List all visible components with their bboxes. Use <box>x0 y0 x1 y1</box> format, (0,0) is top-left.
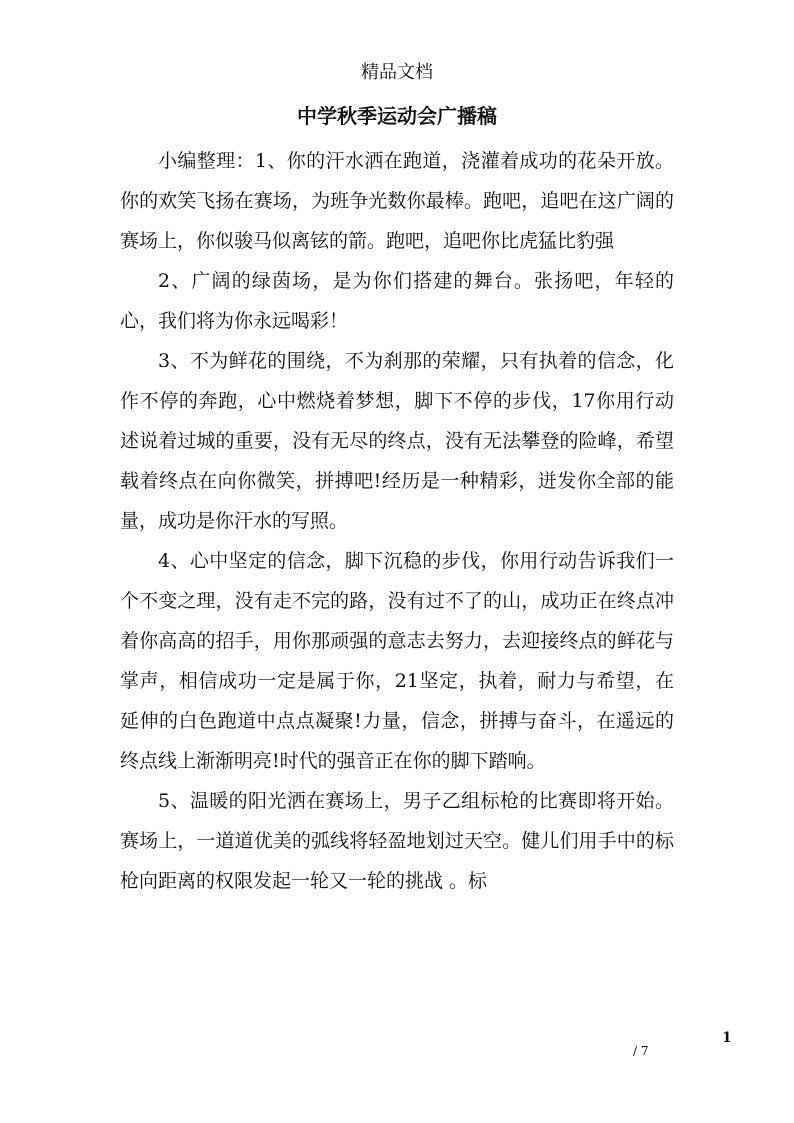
paragraph-4: 4、心中坚定的信念，脚下沉稳的步伐，你用行动告诉我们一个不变之理，没有走不完的路，没有过不了的山，成功正在终点冲着你高高的招手，用你那顽强的意志去努力，去迎接终点的鲜花与掌声，相信成功一定是属于你，21坚定，执着，耐力与希望，在延伸的白色跑道中点点凝聚!力量，信念，拼搏与奋斗，在遥远的终点线上渐渐明亮!时代的强音正在你的脚下踏响。 <box>120 550 674 772</box>
document-title: 中学秋季运动会广播稿 <box>297 104 497 128</box>
page-total: / 7 <box>633 1044 649 1058</box>
document-body <box>120 141 674 901</box>
paragraph-2: 2、广阔的绿茵场，是为你们搭建的舞台。张扬吧，年轻的心，我们将为你永远喝彩！ <box>120 270 674 332</box>
page-number: 1 <box>722 1030 732 1046</box>
paragraph-5: 5、温暖的阳光洒在赛场上，男子乙组标枪的比赛即将开始。赛场上，一道道优美的弧线将轻盈地划过天空。健儿们用手中的标枪向距离的权限发起一轮又一轮的挑战 。标 <box>120 790 674 892</box>
paragraph-3: 3、不为鲜花的围绕，不为刹那的荣耀，只有执着的信念，化作不停的奔跑，心中燃烧着梦想，脚下不停的步伐，17你用行动述说着过城的重要，没有无尽的终点，没有无法攀登的险峰，希望载着终点在向你微笑，拼搏吧!经历是一种精彩，迸发你全部的能量，成功是你汗水的写照。 <box>120 350 674 532</box>
paragraph-1: 小编整理：1、你的汗水洒在跑道，浇灌着成功的花朵开放。你的欢笑飞扬在赛场，为班争光数你最棒。跑吧，追吧在这广阔的赛场上，你似骏马似离铉的箭。跑吧，追吧你比虎猛比豹强 <box>120 150 674 252</box>
document-header: 精品文档 <box>361 62 433 83</box>
